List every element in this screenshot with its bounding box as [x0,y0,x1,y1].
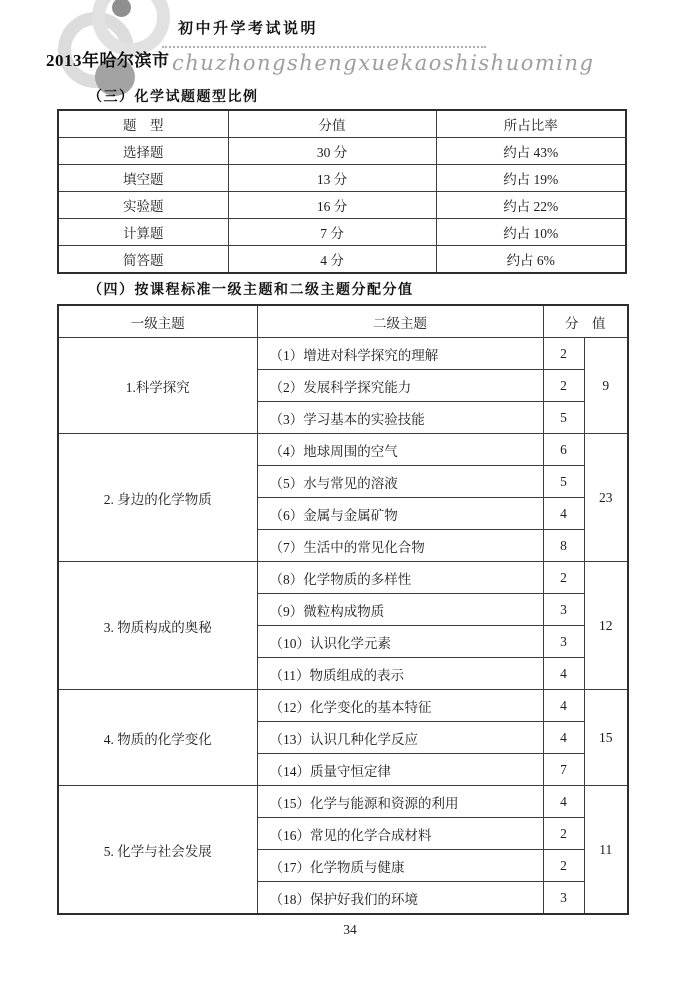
section3-title: （三）化学试题题型比例 [88,90,259,105]
score-cell: 3 [543,626,584,658]
topic-cell: （17）化学物质与健康 [257,850,543,882]
topic-cell: （2）发展科学探究能力 [257,370,543,402]
table-row [58,138,626,165]
column-header: 分 值 [543,305,628,338]
score-cell: 4 [543,690,584,722]
type-cell: 实验题 [58,192,228,219]
score-cell: 16 分 [228,192,436,219]
column-header: 一级主题 [58,305,257,338]
theme-cell: 2. 身边的化学物质 [58,434,257,562]
topic-cell: （16）常见的化学合成材料 [257,818,543,850]
table-row [58,338,628,370]
topic-cell: （5）水与常见的溶液 [257,466,543,498]
topic-cell: （12）化学变化的基本特征 [257,690,543,722]
question-type-table [57,109,627,274]
topic-cell: （4）地球周围的空气 [257,434,543,466]
score-cell: 8 [543,530,584,562]
dotted-divider [162,46,486,48]
table-row [58,434,628,466]
score-cell: 13 分 [228,165,436,192]
theme-cell: 3. 物质构成的奥秘 [58,562,257,690]
year-city-label: 2013年哈尔滨市 [46,51,170,70]
score-cell: 4 [543,722,584,754]
score-cell: 3 [543,882,584,915]
total-cell: 23 [584,434,628,562]
score-cell: 6 [543,434,584,466]
ratio-cell: 约占 22% [436,192,626,219]
column-header: 所占比率 [436,110,626,138]
type-cell: 选择题 [58,138,228,165]
topic-cell: （6）金属与金属矿物 [257,498,543,530]
column-header: 二级主题 [257,305,543,338]
score-cell: 2 [543,562,584,594]
topic-cell: （14）质量守恒定律 [257,754,543,786]
document-title: 初中升学考试说明 [178,20,319,37]
table-row [58,246,626,274]
score-cell: 2 [543,338,584,370]
topic-cell: （15）化学与能源和资源的利用 [257,786,543,818]
table-header-row [58,305,628,338]
theme-cell: 5. 化学与社会发展 [58,786,257,915]
total-cell: 12 [584,562,628,690]
score-cell: 5 [543,466,584,498]
score-cell: 30 分 [228,138,436,165]
page-number: 34 [343,922,357,937]
topic-cell: （11）物质组成的表示 [257,658,543,690]
ratio-cell: 约占 10% [436,219,626,246]
topic-cell: （10）认识化学元素 [257,626,543,658]
score-cell: 4 分 [228,246,436,274]
table-row [58,192,626,219]
table-row [58,786,628,818]
table-row [58,690,628,722]
score-cell: 2 [543,370,584,402]
pinyin-watermark: chuzhongshengxuekaoshishuoming [172,51,595,75]
topic-cell: （18）保护好我们的环境 [257,882,543,915]
theme-cell: 1.科学探究 [58,338,257,434]
table-row [58,165,626,192]
table-row [58,219,626,246]
topic-cell: （7）生活中的常见化合物 [257,530,543,562]
topic-cell: （8）化学物质的多样性 [257,562,543,594]
topic-cell: （9）微粒构成物质 [257,594,543,626]
score-cell: 3 [543,594,584,626]
type-cell: 填空题 [58,165,228,192]
theme-score-table [57,304,629,915]
topic-cell: （1）增进对科学探究的理解 [257,338,543,370]
column-header: 题 型 [58,110,228,138]
score-cell: 7 [543,754,584,786]
score-cell: 4 [543,658,584,690]
section4-title: （四）按课程标准一级主题和二级主题分配分值 [88,283,414,298]
score-cell: 4 [543,498,584,530]
topic-cell: （3）学习基本的实验技能 [257,402,543,434]
type-cell: 简答题 [58,246,228,274]
ratio-cell: 约占 43% [436,138,626,165]
score-cell: 4 [543,786,584,818]
topic-cell: （13）认识几种化学反应 [257,722,543,754]
score-cell: 2 [543,818,584,850]
total-cell: 11 [584,786,628,915]
type-cell: 计算题 [58,219,228,246]
ratio-cell: 约占 19% [436,165,626,192]
ratio-cell: 约占 6% [436,246,626,274]
table-row [58,562,628,594]
total-cell: 15 [584,690,628,786]
column-header: 分值 [228,110,436,138]
theme-cell: 4. 物质的化学变化 [58,690,257,786]
score-cell: 7 分 [228,219,436,246]
table-header-row [58,110,626,138]
score-cell: 5 [543,402,584,434]
score-cell: 2 [543,850,584,882]
total-cell: 9 [584,338,628,434]
